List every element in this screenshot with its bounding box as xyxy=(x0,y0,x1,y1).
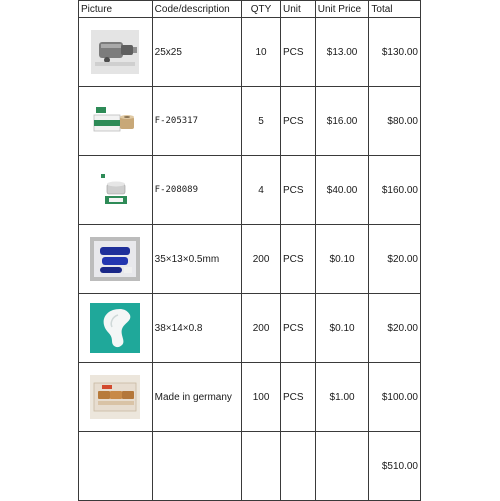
empty-cell xyxy=(79,432,153,501)
invoice-sheet xyxy=(78,0,421,500)
bearing-box-photo xyxy=(92,101,138,141)
code-cell: 38×14×0.8 xyxy=(152,294,241,363)
copper-bar-pack-photo xyxy=(90,375,140,419)
code-cell: Made in germany xyxy=(152,363,241,432)
qty-cell: 10 xyxy=(242,18,281,87)
code-cell: F-208089 xyxy=(152,156,241,225)
table-row xyxy=(79,87,421,156)
picture-cell xyxy=(79,87,153,156)
blue-seal-pack-photo xyxy=(90,237,140,281)
table-row xyxy=(79,363,421,432)
header-total: Total xyxy=(369,1,421,18)
unit-cell: PCS xyxy=(281,225,316,294)
header-unit-price: Unit Price xyxy=(315,1,369,18)
header-code: Code/description xyxy=(152,1,241,18)
empty-cell xyxy=(152,432,241,501)
picture-cell xyxy=(79,225,153,294)
code-cell: F-205317 xyxy=(152,87,241,156)
total-cell: $80.00 xyxy=(369,87,421,156)
unit-price-cell: $0.10 xyxy=(315,225,369,294)
unit-price-cell: $13.00 xyxy=(315,18,369,87)
picture-cell xyxy=(79,294,153,363)
empty-cell xyxy=(242,432,281,501)
unit-price-cell: $40.00 xyxy=(315,156,369,225)
picture-cell xyxy=(79,156,153,225)
unit-cell: PCS xyxy=(281,156,316,225)
metal-bushing-photo xyxy=(91,30,139,74)
header-unit: Unit xyxy=(281,1,316,18)
qty-cell: 100 xyxy=(242,363,281,432)
total-cell: $130.00 xyxy=(369,18,421,87)
header-picture: Picture xyxy=(79,1,153,18)
small-bearing-photo xyxy=(95,170,135,210)
header-qty: QTY xyxy=(242,1,281,18)
unit-cell: PCS xyxy=(281,87,316,156)
total-cell: $160.00 xyxy=(369,156,421,225)
qty-cell: 4 xyxy=(242,156,281,225)
table-row xyxy=(79,225,421,294)
unit-price-cell: $0.10 xyxy=(315,294,369,363)
unit-price-cell: $1.00 xyxy=(315,363,369,432)
table-row xyxy=(79,156,421,225)
code-cell: 25x25 xyxy=(152,18,241,87)
code-cell: 35×13×0.5mm xyxy=(152,225,241,294)
grand-total-cell: $510.00 xyxy=(369,432,421,501)
white-seal-photo xyxy=(90,303,140,353)
total-cell: $100.00 xyxy=(369,363,421,432)
table-row xyxy=(79,18,421,87)
unit-price-cell: $16.00 xyxy=(315,87,369,156)
unit-cell: PCS xyxy=(281,18,316,87)
empty-cell xyxy=(281,432,316,501)
qty-cell: 5 xyxy=(242,87,281,156)
header-row xyxy=(79,1,421,18)
unit-cell: PCS xyxy=(281,363,316,432)
qty-cell: 200 xyxy=(242,294,281,363)
unit-cell: PCS xyxy=(281,294,316,363)
grand-total-row xyxy=(79,432,421,501)
table-row xyxy=(79,294,421,363)
empty-cell xyxy=(315,432,369,501)
picture-cell xyxy=(79,18,153,87)
total-cell: $20.00 xyxy=(369,225,421,294)
qty-cell: 200 xyxy=(242,225,281,294)
total-cell: $20.00 xyxy=(369,294,421,363)
picture-cell xyxy=(79,363,153,432)
invoice-table xyxy=(78,0,421,501)
